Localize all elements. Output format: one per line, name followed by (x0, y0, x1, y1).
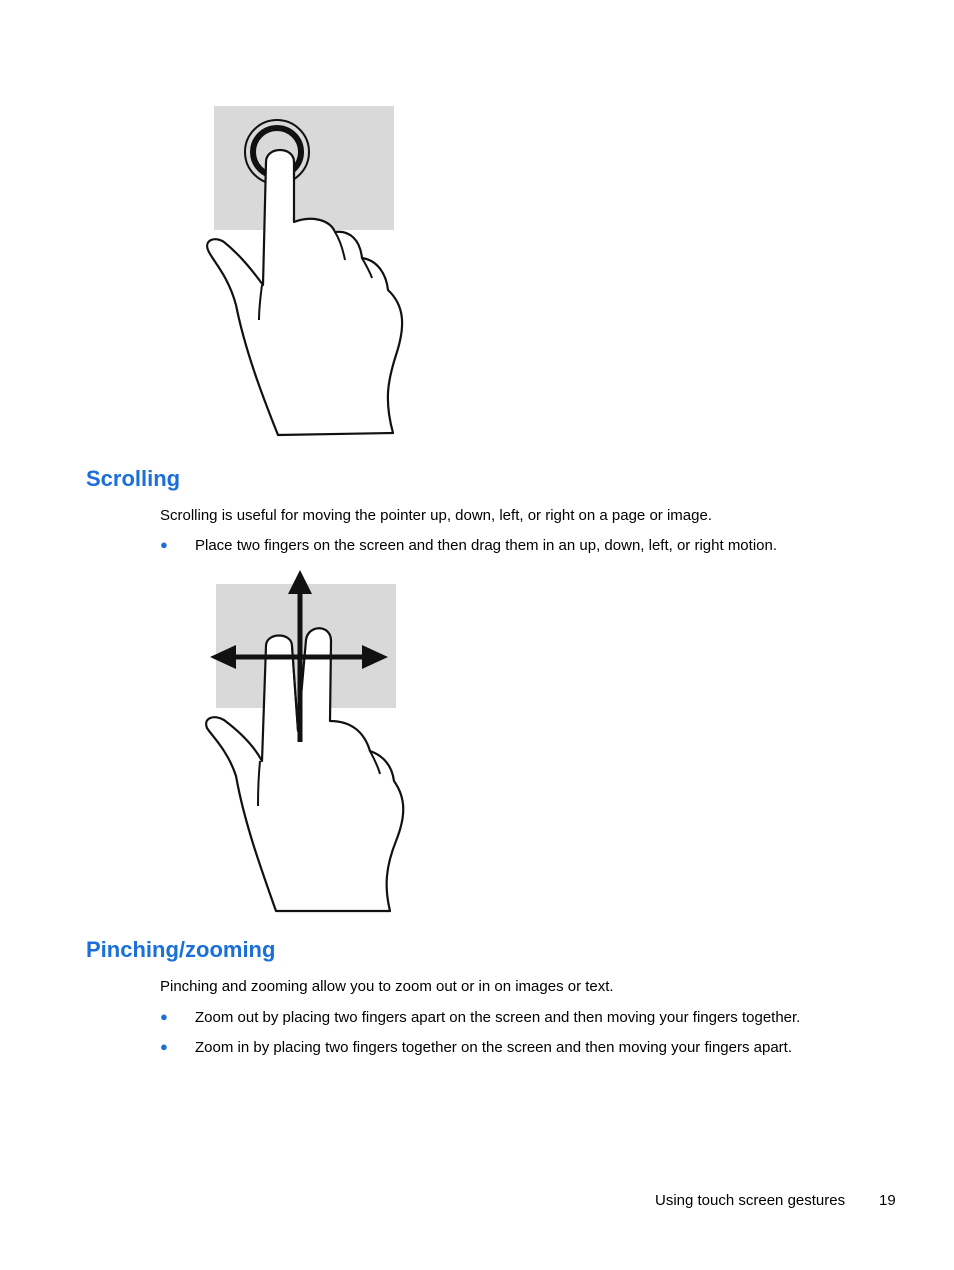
bullet-icon: ● (160, 537, 168, 552)
page-number: 19 (879, 1192, 896, 1209)
bullet-text: Zoom in by placing two fingers together on the screen and then moving your fingers apart. (195, 1039, 793, 1056)
bullet-text: Place two fingers on the screen and then drag them in an up, down, left, or right motion. (195, 537, 778, 554)
scrolling-intro: Scrolling is useful for moving the pointer up, down, left, or right on a page or image. (160, 507, 712, 524)
pinching-intro: Pinching and zooming allow you to zoom out or in on images or text. (160, 978, 614, 995)
bullet-icon: ● (160, 1009, 168, 1024)
scroll-gesture-illustration (200, 566, 420, 916)
bullet-text: Zoom out by placing two fingers apart on the screen and then moving your fingers together. (195, 1009, 801, 1026)
arrow-up-icon (288, 570, 312, 594)
bullet-icon: ● (160, 1039, 168, 1054)
section-heading-pinching-zooming: Pinching/zooming (86, 937, 276, 962)
tap-gesture-illustration (200, 100, 420, 440)
section-heading-scrolling: Scrolling (86, 466, 181, 491)
footer-section-title: Using touch screen gestures (655, 1192, 846, 1209)
